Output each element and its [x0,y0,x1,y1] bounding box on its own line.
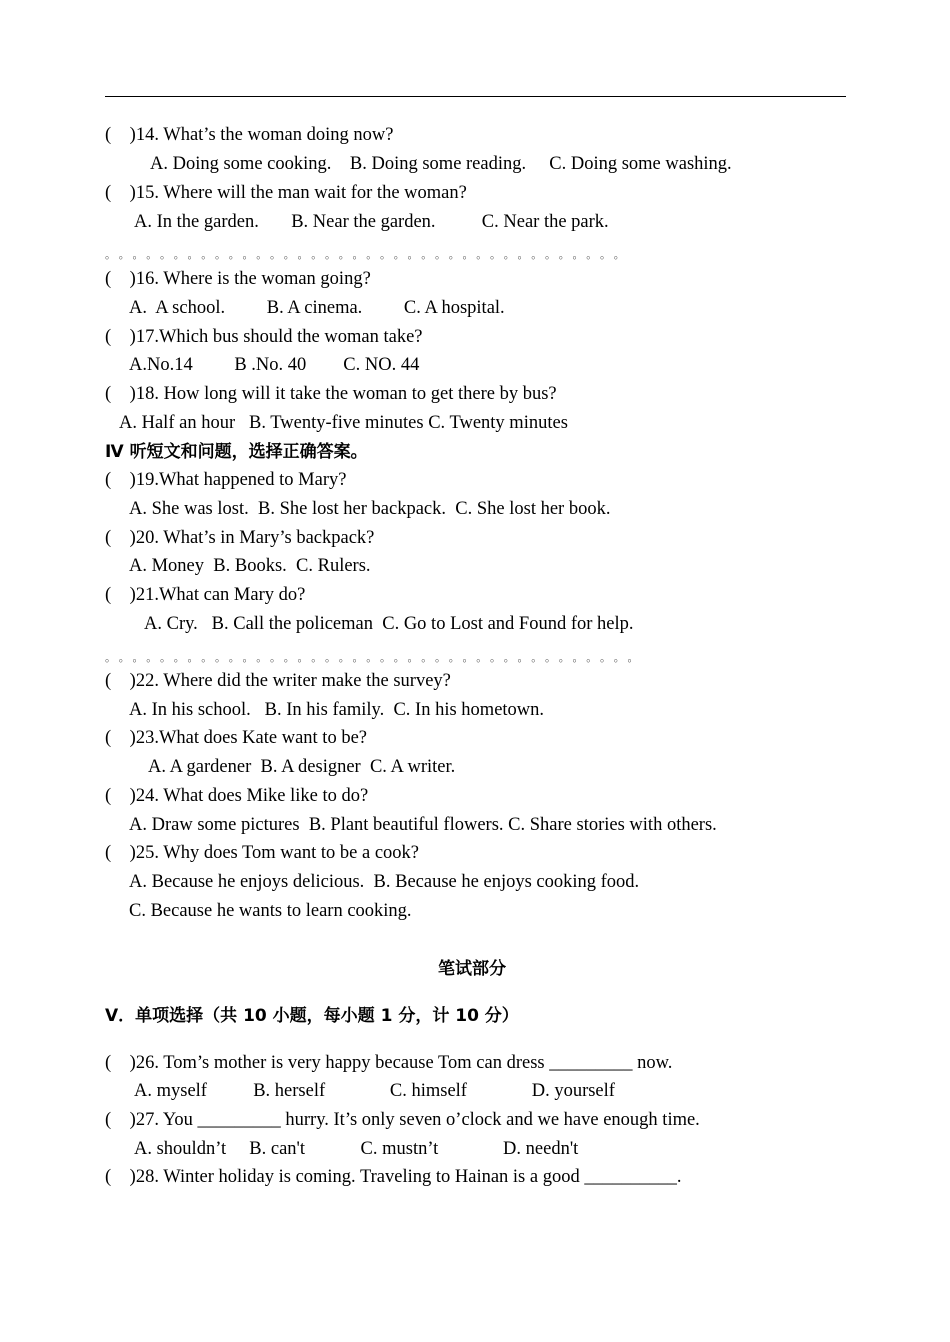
question-20: ( )20. What’s in Mary’s backpack? [105,528,375,548]
question-25: ( )25. Why does Tom want to be a cook? [105,843,419,863]
options-19: A. She was lost. B. She lost her backpack. C. She lost her book. [129,499,611,519]
question-15: ( )15. Where will the man wait for the woman? [105,183,467,203]
options-16: A. A school. B. A cinema. C. A hospital. [129,298,505,318]
question-26: ( )26. Tom’s mother is very happy because Tom can dress _________ now. [105,1053,673,1073]
question-19: ( )19.What happened to Mary? [105,470,347,490]
dotted-separator: 。 。 。 。 。 。 。 。 。 。 。 。 。 。 。 。 。 。 。 。 。 。 。 。 。 。 。 。 。 。 。 。 。 。 。 。 。 。 [105,249,625,261]
question-24: ( )24. What does Mike like to do? [105,786,369,806]
options-18: A. Half an hour B. Twenty-five minutes C. Twenty minutes [119,413,568,433]
question-14: ( )14. What’s the woman doing now? [105,125,394,145]
question-17: ( )17.Which bus should the woman take? [105,327,423,347]
options-21: A. Cry. B. Call the policeman C. Go to Lost and Found for help. [144,614,634,634]
options-17: A.No.14 B .No. 40 C. NO. 44 [129,355,420,375]
options-15: A. In the garden. B. Near the garden. C. Near the park. [134,212,609,232]
question-21: ( )21.What can Mary do? [105,585,306,605]
question-23: ( )23.What does Kate want to be? [105,728,367,748]
written-part-title: 笔试部分 [438,959,506,979]
options-22: A. In his school. B. In his family. C. In his hometown. [129,700,545,720]
options-25b: C. Because he wants to learn cooking. [129,901,412,921]
options-20: A. Money B. Books. C. Rulers. [129,556,371,576]
options-23: A. A gardener B. A designer C. A writer. [148,757,456,777]
options-26: A. myself B. herself C. himself D. yourself [134,1081,615,1101]
section-v-heading: V．单项选择（共 10 小题，每小题 1 分，计 10 分） [105,1006,519,1026]
question-18: ( )18. How long will it take the woman to get there by bus? [105,384,557,404]
options-27: A. shouldn’t B. can't C. mustn’t D. needn't [134,1139,579,1159]
section-iv-heading: Ⅳ 听短文和问题，选择正确答案。 [105,442,368,462]
header-rule [105,96,846,97]
options-14: A. Doing some cooking. B. Doing some reading. C. Doing some washing. [150,154,732,174]
question-22: ( )22. Where did the writer make the survey? [105,671,451,691]
options-25a: A. Because he enjoys delicious. B. Because he enjoys cooking food. [129,872,640,892]
question-27: ( )27. You _________ hurry. It’s only seven o’clock and we have enough time. [105,1110,700,1130]
dotted-separator: 。 。 。 。 。 。 。 。 。 。 。 。 。 。 。 。 。 。 。 。 。 。 。 。 。 。 。 。 。 。 。 。 。 。 。 。 。 。 。 [105,652,639,664]
question-16: ( )16. Where is the woman going? [105,269,371,289]
question-28: ( )28. Winter holiday is coming. Traveling to Hainan is a good __________. [105,1167,682,1187]
options-24: A. Draw some pictures B. Plant beautiful flowers. C. Share stories with others. [129,815,717,835]
